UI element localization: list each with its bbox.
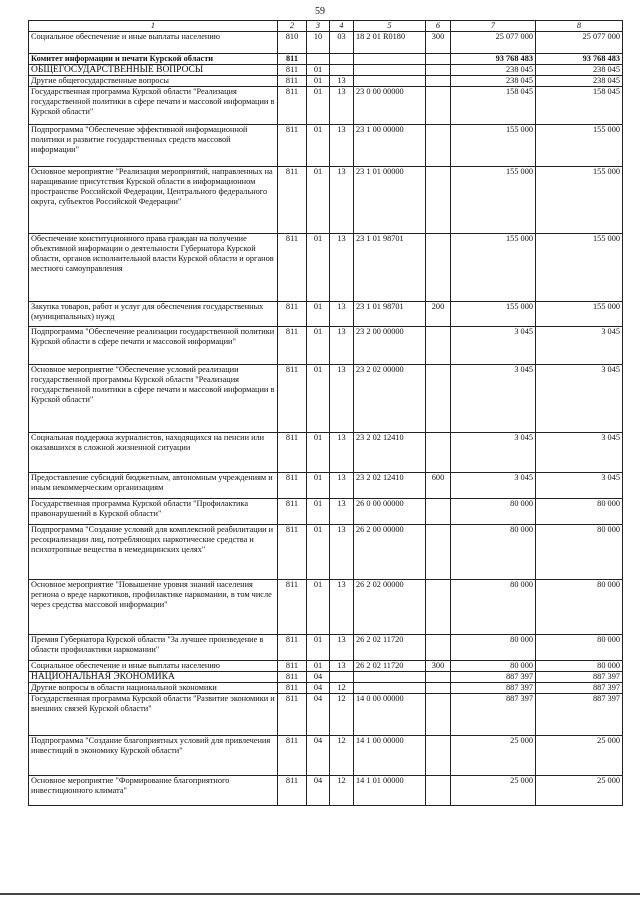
- admin-code-cell: 811: [278, 672, 307, 683]
- header-col-1: 1: [29, 21, 278, 32]
- subsection-code-cell: 13: [330, 661, 354, 672]
- amount-year2-cell: 25 000: [536, 776, 623, 806]
- amount-year1-cell: 155 000: [451, 234, 536, 302]
- subsection-code-cell: 13: [330, 327, 354, 365]
- admin-code-cell: 811: [278, 302, 307, 327]
- amount-year1-cell: 887 397: [451, 672, 536, 683]
- amount-year1-cell: 155 000: [451, 302, 536, 327]
- amount-year1-cell: 3 045: [451, 365, 536, 433]
- subsection-code-cell: 13: [330, 76, 354, 87]
- admin-code-cell: 811: [278, 525, 307, 580]
- section-code-cell: 01: [307, 473, 330, 499]
- target-article-cell: 23 1 01 00000: [354, 167, 426, 234]
- admin-code-cell: 811: [278, 661, 307, 672]
- row-name-cell: Другие общегосударственные вопросы: [29, 76, 278, 87]
- amount-year2-cell: 155 000: [536, 125, 623, 167]
- admin-code-cell: 811: [278, 635, 307, 661]
- row-name-cell: Основное мероприятие "Повышение уровня знаний населения региона о вреде наркотиков, профилактике наркомании, в том числе через средства массовой информации": [29, 580, 278, 635]
- admin-code-cell: 811: [278, 54, 307, 65]
- section-code-cell: 04: [307, 672, 330, 683]
- amount-year2-cell: 80 000: [536, 661, 623, 672]
- subsection-code-cell: [330, 672, 354, 683]
- section-code-cell: 04: [307, 683, 330, 694]
- admin-code-cell: 811: [278, 683, 307, 694]
- page-number: 59: [315, 6, 325, 17]
- amount-year1-cell: 25 000: [451, 776, 536, 806]
- section-code-cell: 01: [307, 525, 330, 580]
- target-article-cell: [354, 54, 426, 65]
- expense-type-cell: [426, 433, 451, 473]
- subsection-code-cell: 12: [330, 683, 354, 694]
- expense-type-cell: [426, 54, 451, 65]
- amount-year2-cell: 887 397: [536, 683, 623, 694]
- target-article-cell: 26 2 02 11720: [354, 661, 426, 672]
- amount-year1-cell: 3 045: [451, 433, 536, 473]
- amount-year2-cell: 887 397: [536, 694, 623, 736]
- subsection-code-cell: 13: [330, 125, 354, 167]
- amount-year2-cell: 155 000: [536, 234, 623, 302]
- target-article-cell: 14 1 01 00000: [354, 776, 426, 806]
- subsection-code-cell: 13: [330, 234, 354, 302]
- subsection-code-cell: 13: [330, 433, 354, 473]
- amount-year2-cell: 3 045: [536, 433, 623, 473]
- amount-year1-cell: 238 045: [451, 76, 536, 87]
- section-code-cell: 01: [307, 327, 330, 365]
- subsection-code-cell: 13: [330, 167, 354, 234]
- subsection-code-cell: 12: [330, 694, 354, 736]
- row-name-cell: Подпрограмма "Создание условий для комплексной реабилитации и ресоциализации лиц, потребляющих наркотические средства и психотропные вещества в немедицинских целях": [29, 525, 278, 580]
- row-name-cell: Подпрограмма "Обеспечение реализации государственной политики Курской области в сфере печати и массовой информации": [29, 327, 278, 365]
- section-code-cell: 01: [307, 76, 330, 87]
- expense-type-cell: [426, 736, 451, 776]
- amount-year1-cell: 3 045: [451, 327, 536, 365]
- row-name-cell: Подпрограмма "Создание благоприятных условий для привлечения инвестиций в экономику Курской области": [29, 736, 278, 776]
- row-name-cell: Комитет информации и печати Курской области: [29, 54, 278, 65]
- section-code-cell: 10: [307, 32, 330, 54]
- budget-table: [28, 20, 623, 806]
- target-article-cell: 23 1 00 00000: [354, 125, 426, 167]
- header-col-6: 6: [426, 21, 451, 32]
- amount-year2-cell: 155 000: [536, 167, 623, 234]
- amount-year2-cell: 3 045: [536, 473, 623, 499]
- target-article-cell: 23 1 01 98701: [354, 302, 426, 327]
- row-name-cell: Государственная программа Курской области "Развитие экономики и внешних связей Курской области": [29, 694, 278, 736]
- subsection-code-cell: 13: [330, 87, 354, 125]
- admin-code-cell: 811: [278, 473, 307, 499]
- amount-year1-cell: 25 000: [451, 736, 536, 776]
- table-row: [29, 65, 623, 76]
- target-article-cell: [354, 65, 426, 76]
- header-col-4: 4: [330, 21, 354, 32]
- expense-type-cell: [426, 694, 451, 736]
- header-col-8: 8: [536, 21, 623, 32]
- expense-type-cell: [426, 776, 451, 806]
- amount-year2-cell: 155 000: [536, 302, 623, 327]
- amount-year1-cell: 80 000: [451, 635, 536, 661]
- target-article-cell: 23 0 00 00000: [354, 87, 426, 125]
- row-name-cell: Другие вопросы в области национальной экономики: [29, 683, 278, 694]
- section-code-cell: 01: [307, 433, 330, 473]
- admin-code-cell: 811: [278, 580, 307, 635]
- section-code-cell: 01: [307, 661, 330, 672]
- table-row: [29, 694, 623, 736]
- row-name-cell: ОБЩЕГОСУДАРСТВЕННЫЕ ВОПРОСЫ: [29, 65, 278, 76]
- row-name-cell: Основное мероприятие "Реализация мероприятий, направленных на наращивание присутствия Курской области в информационном пространстве Российской Федерации, Центрального федерального округа, субъектов Российской Федерации": [29, 167, 278, 234]
- admin-code-cell: 811: [278, 167, 307, 234]
- subsection-code-cell: 13: [330, 473, 354, 499]
- header-col-5: 5: [354, 21, 426, 32]
- target-article-cell: 26 0 00 00000: [354, 499, 426, 525]
- target-article-cell: [354, 76, 426, 87]
- subsection-code-cell: 13: [330, 365, 354, 433]
- amount-year1-cell: 80 000: [451, 661, 536, 672]
- row-name-cell: Основное мероприятие "Формирование благоприятного инвестиционного климата": [29, 776, 278, 806]
- header-col-2: 2: [278, 21, 307, 32]
- target-article-cell: 23 2 02 00000: [354, 365, 426, 433]
- amount-year2-cell: 158 045: [536, 87, 623, 125]
- amount-year1-cell: 93 768 483: [451, 54, 536, 65]
- amount-year2-cell: 25 077 000: [536, 32, 623, 54]
- page-bottom-rule: [0, 893, 640, 895]
- amount-year1-cell: 3 045: [451, 473, 536, 499]
- amount-year2-cell: 25 000: [536, 736, 623, 776]
- table-row: [29, 365, 623, 433]
- row-name-cell: Обеспечение конституционного права граждан на получение объективной информации о деятельности Губернатора Курской области, органов исполнительной власти Курской области и органов местного самоуправления: [29, 234, 278, 302]
- subsection-code-cell: 12: [330, 736, 354, 776]
- amount-year1-cell: 155 000: [451, 125, 536, 167]
- expense-type-cell: [426, 672, 451, 683]
- table-row: [29, 635, 623, 661]
- amount-year1-cell: 155 000: [451, 167, 536, 234]
- expense-type-cell: 600: [426, 473, 451, 499]
- table-row: [29, 661, 623, 672]
- admin-code-cell: 811: [278, 65, 307, 76]
- table-row: [29, 776, 623, 806]
- row-name-cell: Предоставление субсидий бюджетным, автономным учреждениям и иным некоммерческим организациям: [29, 473, 278, 499]
- subsection-code-cell: [330, 54, 354, 65]
- admin-code-cell: 811: [278, 776, 307, 806]
- table-row: [29, 125, 623, 167]
- expense-type-cell: [426, 499, 451, 525]
- table-row: [29, 87, 623, 125]
- subsection-code-cell: 13: [330, 302, 354, 327]
- target-article-cell: 23 2 02 12410: [354, 433, 426, 473]
- section-code-cell: 01: [307, 580, 330, 635]
- table-row: [29, 433, 623, 473]
- expense-type-cell: [426, 76, 451, 87]
- section-code-cell: 01: [307, 365, 330, 433]
- expense-type-cell: 300: [426, 32, 451, 54]
- table-row: [29, 499, 623, 525]
- admin-code-cell: 811: [278, 327, 307, 365]
- table-row: [29, 54, 623, 65]
- row-name-cell: Основное мероприятие "Обеспечение условий реализации государственной программы Курской области "Реализация государственной политики в сфере печати и массовой информации в Курской области": [29, 365, 278, 433]
- admin-code-cell: 811: [278, 125, 307, 167]
- expense-type-cell: 200: [426, 302, 451, 327]
- amount-year2-cell: 3 045: [536, 327, 623, 365]
- table-row: [29, 473, 623, 499]
- subsection-code-cell: 13: [330, 499, 354, 525]
- expense-type-cell: [426, 167, 451, 234]
- amount-year2-cell: 3 045: [536, 365, 623, 433]
- expense-type-cell: [426, 525, 451, 580]
- table-row: [29, 234, 623, 302]
- row-name-cell: Социальная поддержка журналистов, находящихся на пенсии или оказавшихся в сложной жизненной ситуации: [29, 433, 278, 473]
- section-code-cell: 01: [307, 167, 330, 234]
- header-col-3: 3: [307, 21, 330, 32]
- header-col-7: 7: [451, 21, 536, 32]
- target-article-cell: [354, 672, 426, 683]
- expense-type-cell: [426, 683, 451, 694]
- admin-code-cell: 811: [278, 499, 307, 525]
- table-header-row: [29, 21, 623, 32]
- target-article-cell: 26 2 02 00000: [354, 580, 426, 635]
- subsection-code-cell: 13: [330, 525, 354, 580]
- section-code-cell: 04: [307, 776, 330, 806]
- section-code-cell: 04: [307, 736, 330, 776]
- row-name-cell: Социальное обеспечение и иные выплаты населению: [29, 661, 278, 672]
- target-article-cell: 18 2 01 R0180: [354, 32, 426, 54]
- expense-type-cell: [426, 635, 451, 661]
- table-row: [29, 683, 623, 694]
- amount-year1-cell: 25 077 000: [451, 32, 536, 54]
- target-article-cell: 26 2 02 11720: [354, 635, 426, 661]
- section-code-cell: 01: [307, 87, 330, 125]
- admin-code-cell: 811: [278, 694, 307, 736]
- subsection-code-cell: 12: [330, 776, 354, 806]
- subsection-code-cell: [330, 65, 354, 76]
- amount-year2-cell: 80 000: [536, 499, 623, 525]
- admin-code-cell: 811: [278, 365, 307, 433]
- target-article-cell: 23 1 01 98701: [354, 234, 426, 302]
- section-code-cell: 01: [307, 234, 330, 302]
- table-row: [29, 327, 623, 365]
- subsection-code-cell: 13: [330, 635, 354, 661]
- row-name-cell: Социальное обеспечение и иные выплаты населению: [29, 32, 278, 54]
- budget-table-body: [29, 21, 623, 806]
- section-code-cell: 01: [307, 125, 330, 167]
- row-name-cell: Государственная программа Курской области "Реализация государственной политики в сфере печати и массовой информации в Курской области": [29, 87, 278, 125]
- amount-year2-cell: 93 768 483: [536, 54, 623, 65]
- table-row: [29, 302, 623, 327]
- amount-year2-cell: 80 000: [536, 635, 623, 661]
- target-article-cell: 14 1 00 00000: [354, 736, 426, 776]
- table-row: [29, 525, 623, 580]
- row-name-cell: Подпрограмма "Обеспечение эффективной информационной политики и развитие государственных средств массовой информации": [29, 125, 278, 167]
- section-code-cell: [307, 54, 330, 65]
- expense-type-cell: [426, 365, 451, 433]
- section-code-cell: 01: [307, 635, 330, 661]
- admin-code-cell: 811: [278, 76, 307, 87]
- admin-code-cell: 811: [278, 736, 307, 776]
- expense-type-cell: [426, 65, 451, 76]
- table-row: [29, 32, 623, 54]
- target-article-cell: 23 2 00 00000: [354, 327, 426, 365]
- amount-year1-cell: 158 045: [451, 87, 536, 125]
- row-name-cell: НАЦИОНАЛЬНАЯ ЭКОНОМИКА: [29, 672, 278, 683]
- row-name-cell: Премия Губернатора Курской области "За лучшее произведение в области профилактики наркомании": [29, 635, 278, 661]
- amount-year2-cell: 887 397: [536, 672, 623, 683]
- admin-code-cell: 811: [278, 433, 307, 473]
- admin-code-cell: 810: [278, 32, 307, 54]
- expense-type-cell: [426, 87, 451, 125]
- expense-type-cell: [426, 580, 451, 635]
- amount-year2-cell: 238 045: [536, 65, 623, 76]
- target-article-cell: 14 0 00 00000: [354, 694, 426, 736]
- target-article-cell: 26 2 00 00000: [354, 525, 426, 580]
- amount-year2-cell: 80 000: [536, 580, 623, 635]
- row-name-cell: Закупка товаров, работ и услуг для обеспечения государственных (муниципальных) нужд: [29, 302, 278, 327]
- table-row: [29, 167, 623, 234]
- table-row: [29, 580, 623, 635]
- section-code-cell: 01: [307, 302, 330, 327]
- admin-code-cell: 811: [278, 234, 307, 302]
- amount-year1-cell: 887 397: [451, 694, 536, 736]
- section-code-cell: 01: [307, 65, 330, 76]
- subsection-code-cell: 13: [330, 580, 354, 635]
- expense-type-cell: 300: [426, 661, 451, 672]
- admin-code-cell: 811: [278, 87, 307, 125]
- target-article-cell: 23 2 02 12410: [354, 473, 426, 499]
- section-code-cell: 04: [307, 694, 330, 736]
- amount-year1-cell: 238 045: [451, 65, 536, 76]
- amount-year2-cell: 80 000: [536, 525, 623, 580]
- target-article-cell: [354, 683, 426, 694]
- table-row: [29, 672, 623, 683]
- amount-year1-cell: 80 000: [451, 580, 536, 635]
- table-row: [29, 76, 623, 87]
- expense-type-cell: [426, 125, 451, 167]
- amount-year1-cell: 80 000: [451, 525, 536, 580]
- expense-type-cell: [426, 327, 451, 365]
- amount-year1-cell: 887 397: [451, 683, 536, 694]
- expense-type-cell: [426, 234, 451, 302]
- table-row: [29, 736, 623, 776]
- row-name-cell: Государственная программа Курской области "Профилактика правонарушений в Курской области": [29, 499, 278, 525]
- subsection-code-cell: 03: [330, 32, 354, 54]
- amount-year2-cell: 238 045: [536, 76, 623, 87]
- section-code-cell: 01: [307, 499, 330, 525]
- amount-year1-cell: 80 000: [451, 499, 536, 525]
